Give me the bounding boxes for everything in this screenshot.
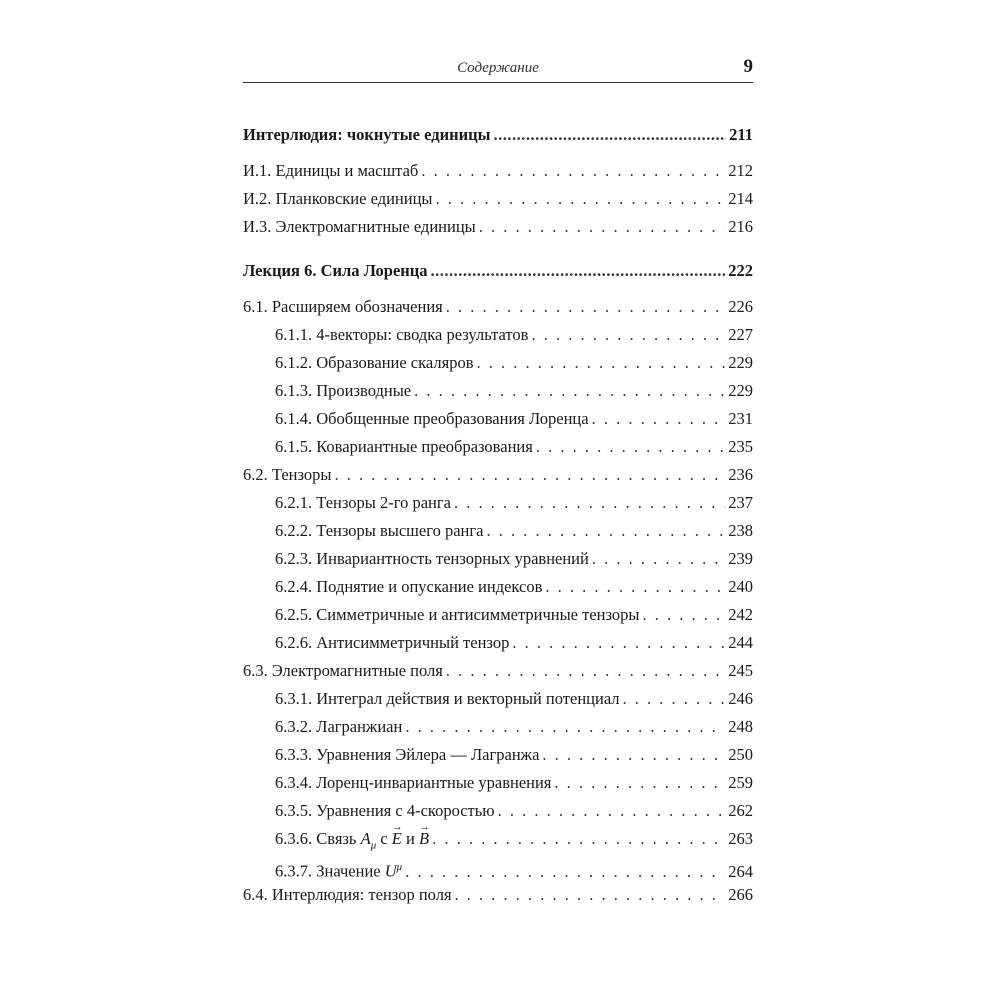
toc-entry-title: 6.3.3. Уравнения Эйлера — Лагранжа bbox=[275, 745, 540, 764]
toc-entry[interactable] bbox=[243, 797, 753, 825]
toc-entry-page: 214 bbox=[728, 189, 753, 208]
toc-entry[interactable] bbox=[243, 433, 753, 461]
math-subscript-mu: μ bbox=[370, 839, 377, 852]
toc-entry[interactable] bbox=[243, 405, 753, 433]
title-prefix: 6.3.6. Связь bbox=[275, 829, 357, 848]
toc-entry-title: И.2. Планковские единицы bbox=[243, 189, 433, 208]
table-of-contents bbox=[243, 121, 753, 909]
title-word: с bbox=[380, 829, 388, 848]
toc-entry-page: 238 bbox=[728, 521, 753, 540]
toc-entry[interactable] bbox=[243, 489, 753, 517]
leader-dots bbox=[536, 433, 725, 461]
toc-entry[interactable] bbox=[243, 185, 753, 213]
toc-entry-6-3-6[interactable] bbox=[243, 825, 753, 853]
leader-dots bbox=[455, 881, 726, 909]
toc-entry[interactable] bbox=[243, 713, 753, 741]
toc-entry[interactable] bbox=[243, 213, 753, 241]
toc-entry-page: 235 bbox=[728, 437, 753, 456]
leader-dots bbox=[454, 489, 725, 517]
page-number: 9 bbox=[743, 56, 753, 77]
toc-entry-lecture-6[interactable] bbox=[243, 257, 753, 285]
toc-entry-title: 6.2.1. Тензоры 2-го ранга bbox=[275, 493, 451, 512]
toc-entry-title: 6.3.4. Лоренц-инвариантные уравнения bbox=[275, 773, 552, 792]
toc-entry-title: 6.2.2. Тензоры высшего ранга bbox=[275, 521, 484, 540]
toc-entry-page: 231 bbox=[728, 409, 753, 428]
toc-entry-page: 211 bbox=[729, 125, 753, 144]
leader-dots bbox=[446, 657, 725, 685]
toc-entry-title: 6.4. Интерлюдия: тензор поля bbox=[243, 885, 452, 904]
toc-entry-page: 266 bbox=[728, 885, 753, 904]
toc-entry[interactable] bbox=[243, 157, 753, 185]
toc-entry-title: И.3. Электромагнитные единицы bbox=[243, 217, 476, 236]
math-superscript-mu: μ bbox=[396, 861, 403, 873]
leader-dots bbox=[479, 213, 726, 241]
leader-dots bbox=[493, 121, 726, 149]
toc-entry-page: 236 bbox=[728, 465, 753, 484]
leader-dots bbox=[432, 825, 725, 853]
leader-dots bbox=[446, 293, 726, 321]
toc-entry-page: 262 bbox=[728, 801, 753, 820]
toc-entry-page: 264 bbox=[728, 861, 753, 881]
toc-entry-title: 6.1.3. Производные bbox=[275, 381, 412, 400]
leader-dots bbox=[421, 157, 725, 185]
toc-entry-page: 245 bbox=[728, 661, 753, 680]
toc-entry-interlude[interactable] bbox=[243, 121, 753, 149]
leader-dots bbox=[554, 769, 725, 797]
toc-entry-page: 248 bbox=[728, 717, 753, 736]
toc-entry[interactable] bbox=[243, 769, 753, 797]
toc-entry-title: 6.1. Расширяем обозначения bbox=[243, 297, 443, 316]
toc-entry-title: 6.3.1. Интеграл действия и векторный потенциал bbox=[275, 689, 620, 708]
toc-entry[interactable] bbox=[243, 741, 753, 769]
toc-entry-page: 263 bbox=[728, 829, 753, 848]
toc-entry-section-6-2[interactable] bbox=[243, 461, 753, 489]
leader-dots bbox=[498, 797, 726, 825]
toc-entry-title: 6.2.4. Поднятие и опускание индексов bbox=[275, 577, 543, 596]
toc-entry-page: 240 bbox=[728, 577, 753, 596]
toc-entry-6-3-7[interactable] bbox=[243, 853, 753, 881]
toc-entry-page: 237 bbox=[728, 493, 753, 512]
toc-entry-title: И.1. Единицы и масштаб bbox=[243, 161, 419, 180]
leader-dots bbox=[623, 685, 726, 713]
toc-entry-title: 6.1.1. 4-векторы: сводка результатов bbox=[275, 325, 529, 344]
leader-dots bbox=[436, 185, 726, 213]
toc-entry-title: 6.3.5. Уравнения с 4-скоростью bbox=[275, 801, 495, 820]
toc-entry[interactable] bbox=[243, 629, 753, 657]
math-symbol-a: A bbox=[360, 829, 371, 848]
toc-entry[interactable] bbox=[243, 573, 753, 601]
math-vector-e: → E bbox=[392, 825, 402, 853]
toc-entry-title: 6.3. Электромагнитные поля bbox=[243, 661, 443, 680]
toc-entry-title: 6.1.2. Образование скаляров bbox=[275, 353, 474, 372]
toc-entry-page: 222 bbox=[728, 261, 753, 280]
toc-entry-title: 6.3.2. Лагранжиан bbox=[275, 717, 403, 736]
toc-entry-page: 227 bbox=[728, 325, 753, 344]
math-vector-b: → B bbox=[419, 825, 429, 853]
toc-entry[interactable] bbox=[243, 517, 753, 545]
toc-entry-title: Интерлюдия: чокнутые единицы bbox=[243, 125, 491, 144]
toc-entry-page: 239 bbox=[728, 549, 753, 568]
toc-entry-page: 212 bbox=[728, 161, 753, 180]
leader-dots bbox=[545, 573, 725, 601]
toc-entry-page: 250 bbox=[728, 745, 753, 764]
math-symbol-u: U bbox=[384, 861, 397, 881]
toc-entry[interactable] bbox=[243, 685, 753, 713]
toc-entry[interactable] bbox=[243, 601, 753, 629]
title-prefix: 6.3.7. Значение bbox=[275, 861, 381, 881]
leader-dots bbox=[592, 405, 726, 433]
toc-entry-title: Лекция 6. Сила Лоренца bbox=[243, 261, 428, 280]
leader-dots bbox=[592, 545, 725, 573]
toc-entry[interactable] bbox=[243, 545, 753, 573]
running-header bbox=[243, 58, 753, 83]
running-title: Содержание bbox=[457, 60, 539, 76]
leader-dots bbox=[542, 741, 725, 769]
toc-entry-title: 6.2.5. Симметричные и антисимметричные тензоры bbox=[275, 605, 640, 624]
toc-entry-page: 244 bbox=[728, 633, 753, 652]
title-word: и bbox=[406, 829, 415, 848]
leader-dots bbox=[405, 713, 725, 741]
leader-dots bbox=[476, 349, 725, 377]
toc-entry-section-6-3[interactable] bbox=[243, 657, 753, 685]
toc-entry-page: 242 bbox=[728, 605, 753, 624]
toc-entry[interactable] bbox=[243, 377, 753, 405]
leader-dots bbox=[335, 461, 726, 489]
toc-entry-page: 229 bbox=[728, 353, 753, 372]
toc-entry-page: 226 bbox=[728, 297, 753, 316]
toc-entry-title: 6.2.6. Антисимметричный тензор bbox=[275, 633, 510, 652]
toc-entry-title: 6.2.3. Инвариантность тензорных уравнений bbox=[275, 549, 589, 568]
toc-entry-section-6-4[interactable] bbox=[243, 881, 753, 909]
leader-dots bbox=[642, 601, 725, 629]
toc-entry-section-6-1[interactable] bbox=[243, 293, 753, 321]
leader-dots bbox=[414, 377, 725, 405]
toc-entry[interactable] bbox=[243, 349, 753, 377]
toc-entry-page: 229 bbox=[728, 381, 753, 400]
toc-entry-title: 6.1.5. Ковариантные преобразования bbox=[275, 437, 533, 456]
toc-entry-page: 259 bbox=[728, 773, 753, 792]
leader-dots bbox=[531, 321, 725, 349]
toc-entry-page: 246 bbox=[728, 689, 753, 708]
toc-entry-title: 6.2. Тензоры bbox=[243, 465, 332, 484]
leader-dots bbox=[486, 517, 725, 545]
toc-entry-title: 6.1.4. Обобщенные преобразования Лоренца bbox=[275, 409, 589, 428]
leader-dots bbox=[512, 629, 725, 657]
toc-entry-page: 216 bbox=[728, 217, 753, 236]
toc-entry[interactable] bbox=[243, 321, 753, 349]
leader-dots bbox=[431, 257, 726, 285]
